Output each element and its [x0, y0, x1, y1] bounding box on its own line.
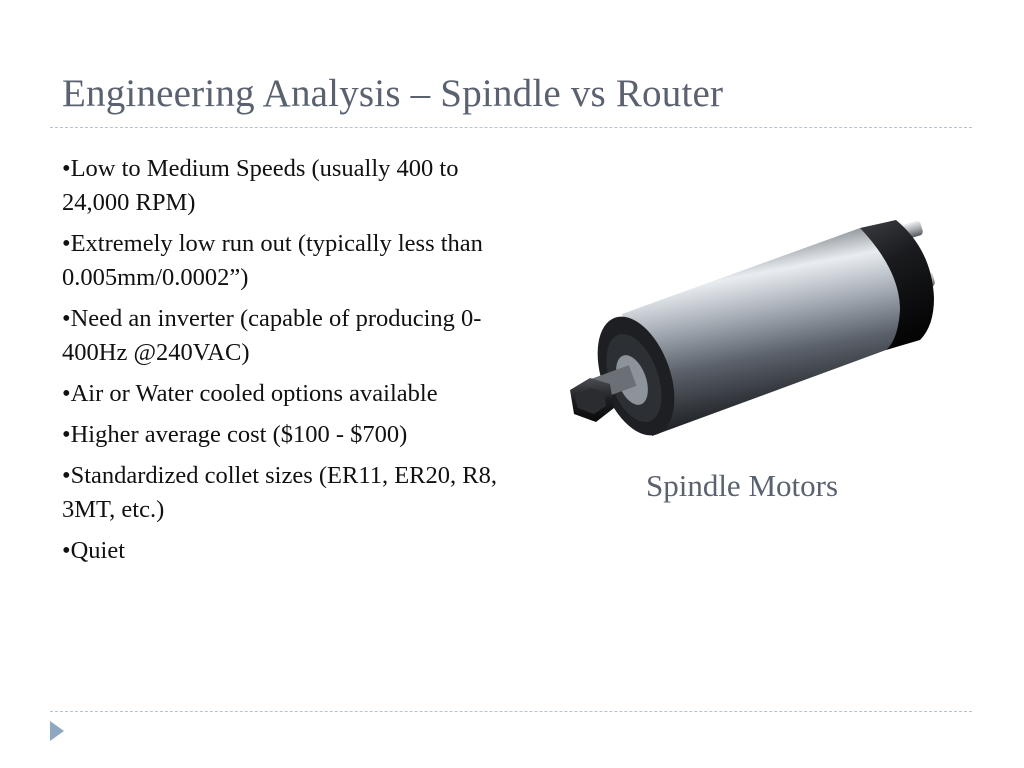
bullet-item: • Higher average cost ($100 - $700) [62, 418, 502, 452]
spindle-motor-photo [560, 210, 950, 450]
play-arrow-icon [50, 721, 64, 741]
bullet-item: • Extremely low run out (typically less than 0.005mm/0.0002”) [62, 227, 502, 295]
bullet-list [62, 152, 502, 575]
bullet-item: • Need an inverter (capable of producing 0-400Hz @240VAC) [62, 302, 502, 370]
image-caption: Spindle Motors [645, 468, 839, 503]
bullet-item: • Air or Water cooled options available [62, 377, 502, 411]
bullet-item: • Standardized collet sizes (ER11, ER20, R8, 3MT, etc.) [62, 459, 502, 527]
bullet-item: • Quiet [62, 534, 502, 568]
footer-divider [50, 711, 972, 712]
title-divider [50, 127, 972, 128]
slide-title: Engineering Analysis – Spindle vs Router [62, 72, 724, 115]
bullet-item: • Low to Medium Speeds (usually 400 to 24,000 RPM) [62, 152, 502, 220]
